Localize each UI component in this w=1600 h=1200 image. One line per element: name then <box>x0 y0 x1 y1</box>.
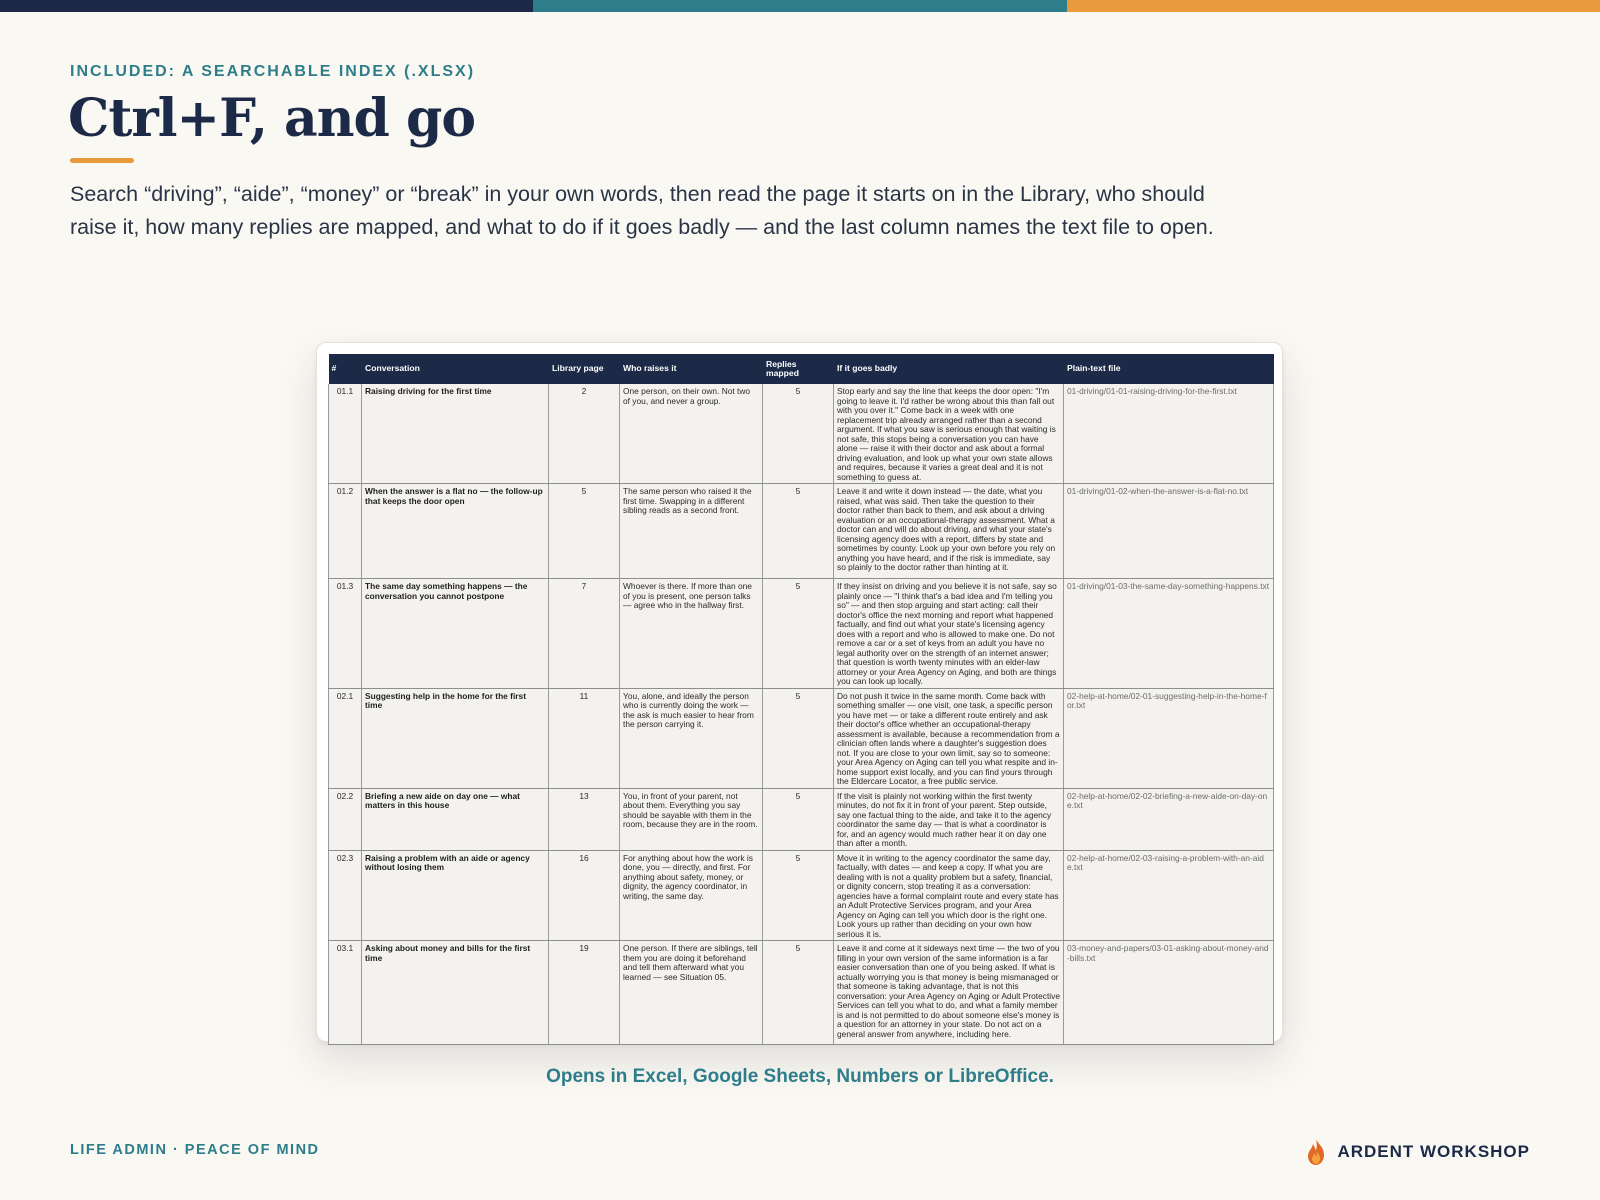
column-header-replies-mapped: Replies mapped <box>763 354 834 384</box>
index-table <box>328 354 1274 1045</box>
cell-number: 01.1 <box>329 384 362 484</box>
cell-conversation: Raising a problem with an aide or agency without losing them <box>362 850 549 941</box>
cell-plain-text-file: 02-help-at-home/02-01-suggesting-help-in-the-home-for.txt <box>1064 688 1274 788</box>
intro-paragraph: Search “driving”, “aide”, “money” or “break” in your own words, then read the page it starts on in the Library, who should raise it, how many replies are mapped, and what to do if it goes badly — and the last column names the text file to open. <box>70 182 1214 239</box>
cell-replies-mapped: 5 <box>763 850 834 941</box>
page-title: Ctrl+F, and go <box>68 88 476 149</box>
cell-number: 02.3 <box>329 850 362 941</box>
cell-library-page: 2 <box>549 384 620 484</box>
cell-if-it-goes-badly: Leave it and write it down instead — the date, what you raised, what was said. Then take the question to their doctor rather than back to them, and ask about a driving evaluation or an occupational-therapy assessment. What a doctor can and will do about driving, and what your state's licensing agency does with a report, differs by state and sometimes by county. Look up your own before you rely on anything you have heard, and if the risk is immediate, say so plainly to the doctor rather than hinting at it. <box>834 484 1064 579</box>
title-underline <box>70 158 134 163</box>
cell-number: 03.1 <box>329 941 362 1045</box>
cell-conversation: Briefing a new aide on day one — what matters in this house <box>362 788 549 850</box>
table-header-row <box>329 354 1274 384</box>
top-bar-segment-teal <box>533 0 1066 12</box>
cell-replies-mapped: 5 <box>763 688 834 788</box>
cell-library-page: 19 <box>549 941 620 1045</box>
cell-if-it-goes-badly: Do not push it twice in the same month. Come back with something smaller — one visit, one task, a specific person you have met — or take a different route entirely and ask their doctor's office whether an occupational-therapy assessment is available, because a recommendation from a clinician often lands where a daughter's suggestion does not. If you are close to your own limit, say so to someone: your Area Agency on Aging can tell you what respite and in-home support exist locally, and you can find yours through the Eldercare Locator, a free public service. <box>834 688 1064 788</box>
table-row <box>329 850 1274 941</box>
cell-conversation: When the answer is a flat no — the follow-up that keeps the door open <box>362 484 549 579</box>
table-row <box>329 941 1274 1045</box>
cell-library-page: 7 <box>549 579 620 689</box>
cell-who-raises-it: You, alone, and ideally the person who is currently doing the work — the ask is much easier to hear from the person carrying it. <box>620 688 763 788</box>
cell-plain-text-file: 01-driving/01-01-raising-driving-for-the-first.txt <box>1064 384 1274 484</box>
cell-who-raises-it: One person. If there are siblings, tell them you are doing it beforehand and tell them afterward what you learned — see Situation 05. <box>620 941 763 1045</box>
flame-icon <box>1303 1138 1329 1166</box>
eyebrow-label: INCLUDED: A SEARCHABLE INDEX (.XLSX) <box>70 63 476 80</box>
cell-replies-mapped: 5 <box>763 484 834 579</box>
cell-if-it-goes-badly: Leave it and come at it sideways next time — the two of you filling in your own version of the same information is a far easier conversation than one of you being asked. If what is actually worrying you is that money is being mismanaged or that someone is taking advantage, that is not this conversation: your Area Agency on Aging or Adult Protective Services can tell you what to do, and what a family member is and is not permitted to do about someone else's money is a question for an attorney in your state. Do not act on a general answer from anywhere, including here. <box>834 941 1064 1045</box>
column-header-conversation: Conversation <box>362 354 549 384</box>
cell-number: 01.2 <box>329 484 362 579</box>
cell-library-page: 13 <box>549 788 620 850</box>
table-row <box>329 688 1274 788</box>
cell-replies-mapped: 5 <box>763 788 834 850</box>
column-header-who-raises-it: Who raises it <box>620 354 763 384</box>
top-bar-segment-orange <box>1067 0 1600 12</box>
column-header-number: # <box>329 354 362 384</box>
cell-library-page: 16 <box>549 850 620 941</box>
cell-conversation: Asking about money and bills for the first time <box>362 941 549 1045</box>
cell-replies-mapped: 5 <box>763 384 834 484</box>
column-header-plain-text-file: Plain-text file <box>1064 354 1274 384</box>
top-bar-segment-navy <box>0 0 533 12</box>
cell-who-raises-it: Whoever is there. If more than one of you is present, one person talks — agree who in the hallway first. <box>620 579 763 689</box>
table-row <box>329 579 1274 689</box>
table-row <box>329 484 1274 579</box>
cell-if-it-goes-badly: Move it in writing to the agency coordinator the same day, factually, with dates — and keep a copy. If what you are dealing with is not a quality problem but a safety, financial, or dignity concern, stop treating it as a conversation: agencies have a formal complaint route and every state has an Adult Protective Services program, and your Area Agency on Aging can tell you which door is the right one. Look yours up rather than deciding on your own how serious it is. <box>834 850 1064 941</box>
cell-plain-text-file: 03-money-and-papers/03-01-asking-about-money-and-bills.txt <box>1064 941 1274 1045</box>
brand-lockup <box>1303 1138 1530 1166</box>
cell-who-raises-it: You, in front of your parent, not about them. Everything you say should be sayable with them in the room, because they are in the room. <box>620 788 763 850</box>
cell-if-it-goes-badly: Stop early and say the line that keeps the door open: "I'm going to leave it. I'd rather be wrong about this than fall out with you over it." Come back in a week with one replacement trip already arranged rather than a second argument. If what you saw is serious enough that waiting is not safe, this stops being a conversation you can have alone — raise it with their doctor and ask about a formal driving evaluation, and look up what your own state allows and requires, because it varies a great deal and it is not something to guess at. <box>834 384 1064 484</box>
cell-number: 02.2 <box>329 788 362 850</box>
column-header-if-it-goes-badly: If it goes badly <box>834 354 1064 384</box>
cell-plain-text-file: 02-help-at-home/02-02-briefing-a-new-aide-on-day-one.txt <box>1064 788 1274 850</box>
cell-number: 01.3 <box>329 579 362 689</box>
cell-who-raises-it: For anything about how the work is done, you — directly, and first. For anything about safety, money, or dignity, the agency coordinator, in writing, the same day. <box>620 850 763 941</box>
cell-replies-mapped: 5 <box>763 579 834 689</box>
cell-plain-text-file: 02-help-at-home/02-03-raising-a-problem-with-an-aide.txt <box>1064 850 1274 941</box>
cell-replies-mapped: 5 <box>763 941 834 1045</box>
cell-library-page: 5 <box>549 484 620 579</box>
cell-if-it-goes-badly: If the visit is plainly not working within the first twenty minutes, do not fix it in front of your parent. Step outside, say one factual thing to the aide, and take it to the agency coordinator the same day — that is what a coordinator is for, and an agency would much rather hear it on day one than after a month. <box>834 788 1064 850</box>
column-header-library-page: Library page <box>549 354 620 384</box>
table-row <box>329 788 1274 850</box>
footer-tagline: LIFE ADMIN · PEACE OF MIND <box>70 1142 320 1158</box>
cell-conversation: The same day something happens — the conversation you cannot postpone <box>362 579 549 689</box>
cell-conversation: Raising driving for the first time <box>362 384 549 484</box>
cell-plain-text-file: 01-driving/01-03-the-same-day-something-happens.txt <box>1064 579 1274 689</box>
spreadsheet-preview <box>316 342 1283 1042</box>
cell-number: 02.1 <box>329 688 362 788</box>
brand-name: ARDENT WORKSHOP <box>1337 1142 1530 1161</box>
cell-plain-text-file: 01-driving/01-02-when-the-answer-is-a-flat-no.txt <box>1064 484 1274 579</box>
cell-who-raises-it: One person, on their own. Not two of you, and never a group. <box>620 384 763 484</box>
cell-who-raises-it: The same person who raised it the first time. Swapping in a different sibling reads as a second front. <box>620 484 763 579</box>
cell-if-it-goes-badly: If they insist on driving and you believe it is not safe, say so plainly once — "I think that's a bad idea and I'm telling you so" — and then stop arguing and start acting: call their doctor's office the next morning and report what happened factually, and find out what your state's licensing agency does with a report and who is allowed to make one. Do not remove a car or a set of keys from an adult you have no legal authority over on the strength of an internet answer; that question is worth twenty minutes with an elder-law attorney or your Area Agency on Aging, and both are things you can look up locally. <box>834 579 1064 689</box>
cell-conversation: Suggesting help in the home for the first time <box>362 688 549 788</box>
caption: Opens in Excel, Google Sheets, Numbers or LibreOffice. <box>546 1066 1054 1087</box>
top-color-bar <box>0 0 1600 12</box>
table-row <box>329 384 1274 484</box>
cell-library-page: 11 <box>549 688 620 788</box>
